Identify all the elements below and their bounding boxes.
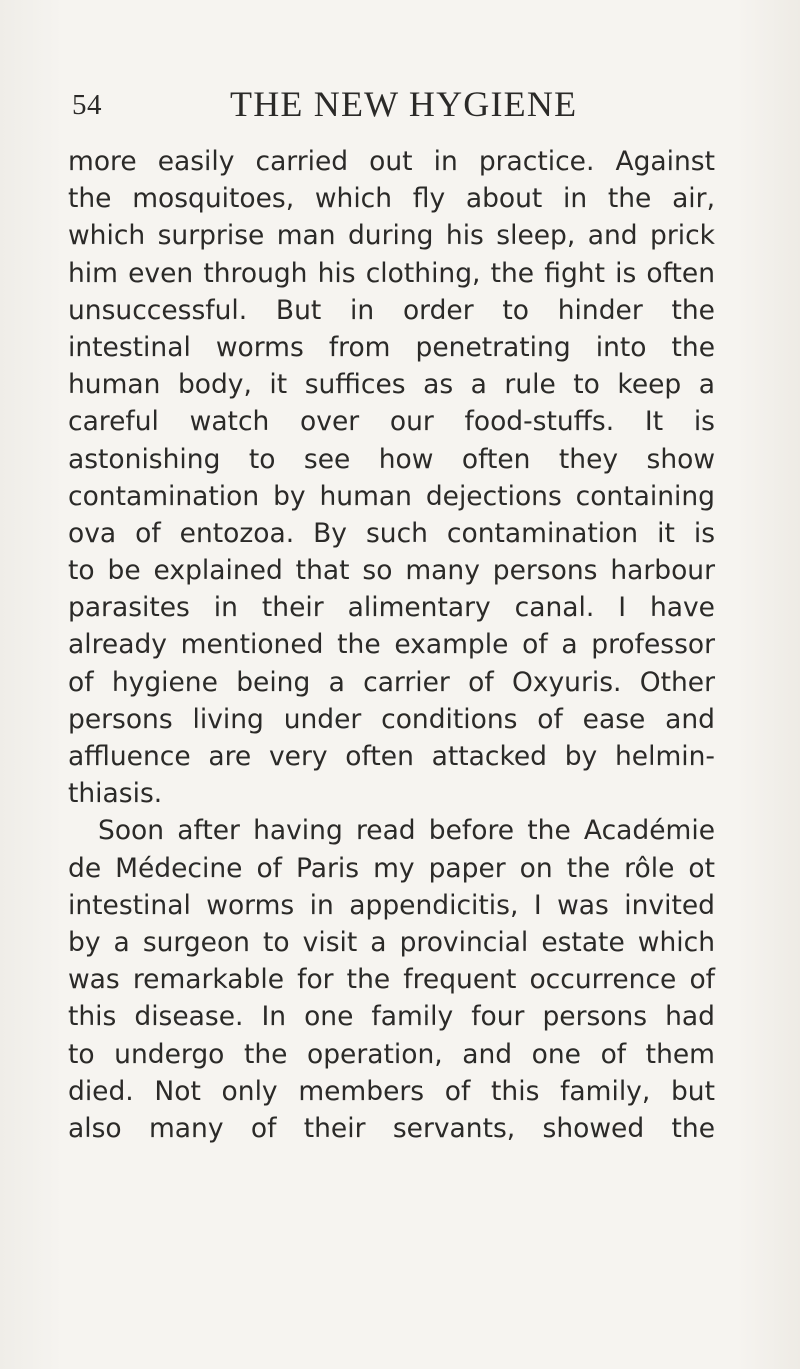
text-line: ova of entozoa. By such contamination it is [68,517,715,549]
text-line: persons living under conditions of ease and [68,703,715,735]
text-line: intestinal worms from penetrating into the [68,331,715,363]
text-line: him even through his clothing, the fight is often [68,257,715,289]
text-line: of hygiene being a carrier of Oxyuris. Other [68,666,715,698]
text-line: which surprise man during his sleep, and prick [68,220,715,252]
text-line: also many of their servants, showed the [68,1112,715,1144]
text-line: contamination by human dejections containing [68,480,715,512]
running-head: THE NEW HYGIENE [230,84,578,124]
text-line: careful watch over our food-stuffs. It is [68,406,715,438]
text-line: by a surgeon to visit a provincial estate which [68,926,715,958]
text-line: the mosquitoes, which fly about in the air, [68,183,715,215]
text-line: more easily carried out in practice. Against [68,146,715,177]
text-line: died. Not only members of this family, but [68,1075,715,1107]
text-line: astonishing to see how often they show [68,443,715,475]
text-line: to be explained that so many persons harbour [68,555,715,587]
text-line: to undergo the operation, and one of them [68,1038,715,1070]
text-line: Soon after having read before the Académie [98,815,715,847]
page-number: 54 [72,89,102,121]
text-line: intestinal worms in appendicitis, I was invited [68,889,715,921]
page-header [72,84,728,124]
text-line: de Médecine of Paris my paper on the rôle ot [68,852,715,884]
text-line: human body, it suffices as a rule to keep a [68,369,715,401]
text-line: was remarkable for the frequent occurrence of [68,964,715,996]
text-line: affluence are very often attacked by helmin- [68,741,715,772]
body-text [68,143,715,1147]
text-line: unsuccessful. But in order to hinder the [68,294,715,326]
text-line: thiasis. [68,778,163,810]
text-line: parasites in their alimentary canal. I have [68,592,715,624]
text-line: this disease. In one family four persons had [68,1001,715,1033]
text-line: already mentioned the example of a professor [68,629,715,661]
